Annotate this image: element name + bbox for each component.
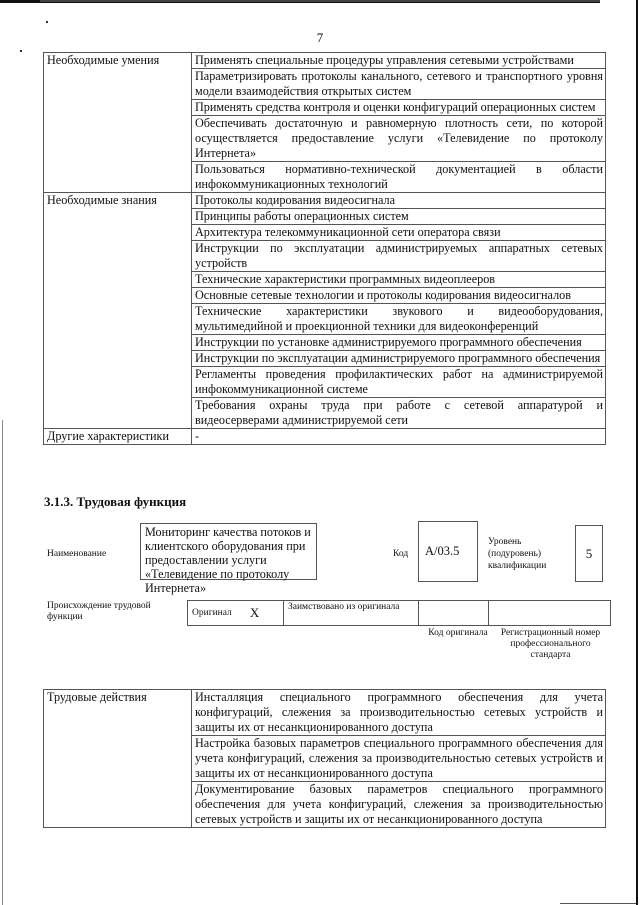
table-cell-item: - — [192, 429, 606, 445]
table-cell-item: Регламенты проведения профилактических работ на администрируемой инфокоммуникационной системе — [192, 367, 606, 398]
qualification-level-label: Уровень (подуровень) квалификации — [488, 537, 547, 571]
origin-row — [187, 600, 611, 626]
table-cell-item: Применять средства контроля и оценки конфигураций операционных систем — [192, 100, 606, 116]
scan-speck — [46, 21, 48, 23]
origin-original-cell — [188, 601, 284, 625]
function-code-box — [418, 521, 478, 582]
scan-speck — [20, 50, 22, 52]
table-cell-item: Технические характеристики программных видеоплееров — [192, 272, 606, 288]
table-cell-item: Параметризировать протоколы канального, сетевого и транспортного уровня модели взаимодействия открытых систем — [192, 69, 606, 100]
page-number: 7 — [316, 30, 324, 45]
table-cell-item: Архитектура телекоммуникационной сети оператора связи — [192, 225, 606, 241]
original-mark: X — [249, 605, 260, 620]
table-row — [44, 193, 606, 209]
row-group-label: Необходимые умения — [44, 53, 192, 193]
section-title: 3.1.3. Трудовая функция — [44, 494, 187, 509]
table-cell-item: Протоколы кодирования видеосигнала — [192, 193, 606, 209]
original-code-caption: Код оригинала — [428, 628, 488, 638]
scan-edge-bottom — [560, 903, 636, 904]
table-cell-item: Требования охраны труда при работе с сетевой аппаратурой и видеосерверами администрируемой сети — [192, 398, 606, 429]
origin-label: Происхождение трудовой функции — [47, 601, 151, 622]
original-label: Оригинал — [192, 608, 232, 618]
table-cell-item: Инструкции по установке администрируемого программного обеспечения — [192, 335, 606, 351]
table-cell-item: Обеспечивать достаточную и равномерную плотность сети, по которой осуществляется предоставление услуги «Телевидение по протоколу Интернета» — [192, 116, 606, 162]
function-code-value: A/03.5 — [425, 544, 460, 558]
table-row — [44, 690, 606, 736]
scan-edge-right — [636, 0, 638, 905]
table-cell-item: Документирование базовых параметров специального программного обеспечения для учета конфигураций, слежения за производительностью сетевых устройств и защиты их от несанкционированного доступа — [192, 782, 606, 828]
qualification-level-value: 5 — [585, 545, 593, 561]
skills-knowledge-table — [43, 52, 606, 445]
table-cell-item: Инсталляция специального программного обеспечения для учета конфигураций, слежения за производительностью сетевых устройств и защиты их от несанкционированного доступа — [192, 690, 606, 736]
origin-reg-number-cell — [489, 601, 610, 625]
table-cell-item: Настройка базовых параметров специального программного обеспечения для учета конфигураций, слежения за производительностью сетевых устройств и защиты их от несанкционированного доступа — [192, 736, 606, 782]
table-cell-item: Принципы работы операционных систем — [192, 209, 606, 225]
table-cell-item: Технические характеристики звукового и видеооборудования, мультимедийной и проекционной техники для видеоконференций — [192, 304, 606, 335]
origin-code-cell — [419, 601, 489, 625]
name-label: Наименование — [47, 549, 107, 559]
row-group-label: Необходимые знания — [44, 193, 192, 429]
origin-borrowed-cell: Заимствовано из оригинала — [284, 601, 419, 625]
function-name-box: Мониторинг качества потоков и клиентского оборудования при предоставлении услуги «Телевидение по протоколу Интернета» — [140, 523, 317, 580]
table-cell-item: Применять специальные процедуры управления сетевыми устройствами — [192, 53, 606, 69]
code-label: Код — [393, 549, 409, 559]
reg-number-caption: Регистрационный номер профессионального стандарта — [500, 628, 601, 660]
labor-actions-table — [43, 689, 606, 828]
scan-edge-top-inner — [40, 0, 600, 2]
table-row — [44, 429, 606, 445]
table-cell-item: Инструкции по эксплуатации администрируемых аппаратных сетевых устройств — [192, 241, 606, 272]
table-cell-item: Инструкции по эксплуатации администрируемого программного обеспечения — [192, 351, 606, 367]
row-group-label: Другие характеристики — [44, 429, 192, 445]
table-cell-item: Основные сетевые технологии и протоколы кодирования видеосигналов — [192, 288, 606, 304]
table-row — [44, 53, 606, 69]
row-group-label: Трудовые действия — [44, 690, 192, 828]
scan-edge-left — [2, 420, 3, 905]
qualification-level-box — [575, 525, 603, 582]
table-cell-item: Пользоваться нормативно-технической документацией в области инфокоммуникационных технологий — [192, 162, 606, 193]
